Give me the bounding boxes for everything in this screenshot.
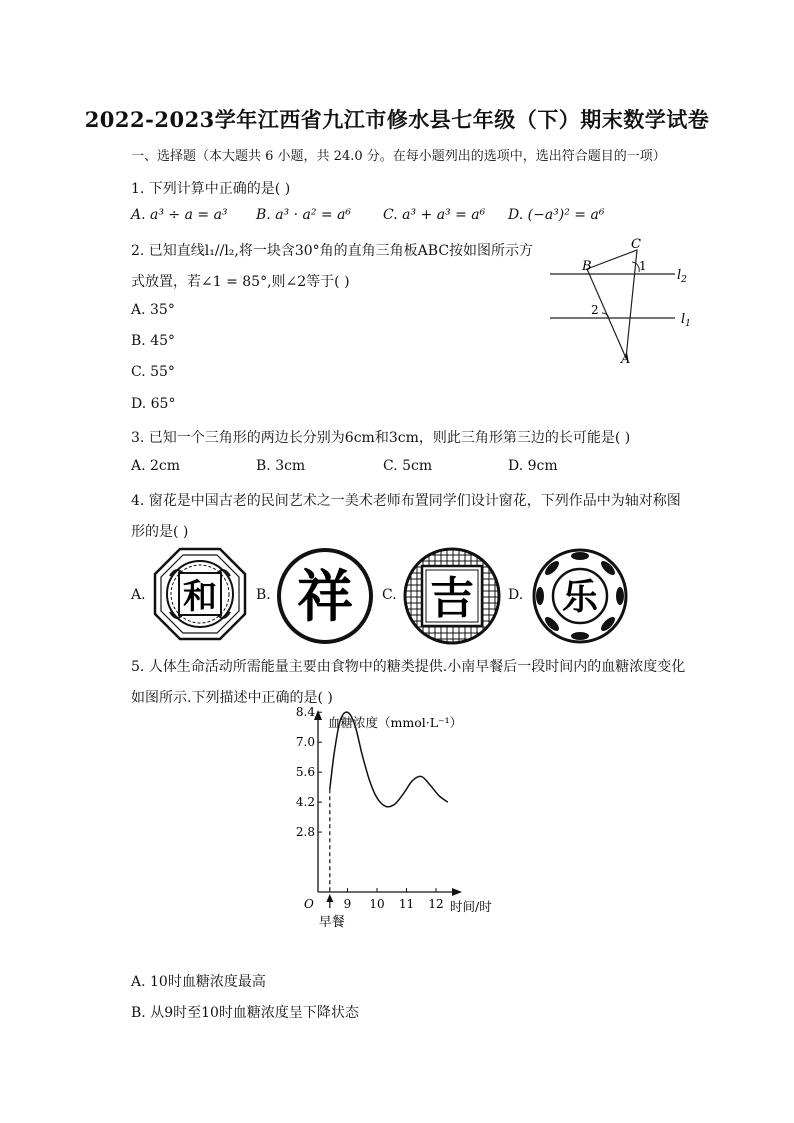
l1-label: $l_1$ — [681, 312, 691, 329]
q1-option-d: D. (−a³)² = a⁶ — [508, 207, 605, 223]
page-title: 2022-2023学年江西省九江市修水县七年级（下）期末数学试卷 — [84, 107, 710, 132]
q5-option-a: A. 10时血糖浓度最高 — [131, 974, 266, 990]
q3-option-d: D. 9cm — [508, 458, 558, 474]
angle-2-label: 2 — [591, 303, 599, 317]
question-3-stem: 3. 已知一个三角形的两边长分别为6cm和3cm，则此三角形第三边的长可能是( ) — [131, 430, 631, 446]
question-1-stem: 1. 下列计算中正确的是( ) — [131, 181, 291, 197]
question-2-stem-line1: 2. 已知直线l₁//l₂,将一块含30°角的直角三角板ABC按如图所示方 — [131, 243, 534, 259]
x-axis-label: 时间/时 — [450, 899, 492, 914]
question-4-stem-line2: 形的是( ) — [131, 524, 189, 540]
blood-sugar-chart — [280, 705, 510, 935]
question-5-stem-line1: 5. 人体生命活动所需能量主要由食物中的糖类提供.小南早餐后一段时间内的血糖浓度变化 — [131, 659, 686, 675]
q3-option-b: B. 3cm — [256, 458, 306, 474]
section-heading: 一、选择题（本大题共 6 小题，共 24.0 分。在每小题列出的选项中，选出符合题目的一项） — [131, 149, 666, 164]
q2-option-a: A. 35° — [131, 302, 175, 318]
window-flower-a-image — [152, 546, 248, 642]
q3-option-a: A. 2cm — [131, 458, 181, 474]
vertex-c-label: C — [631, 237, 641, 252]
breakfast-arrow-head — [326, 894, 333, 902]
y-axis-label: 血糖浓度（mmol·L⁻¹） — [328, 715, 463, 730]
seal-d-character: 乐 — [561, 576, 599, 618]
q4-option-b-label: B. — [256, 587, 271, 603]
x-tick-label-0: 9 — [343, 897, 352, 911]
angle-1-label: 1 — [639, 259, 647, 273]
q2-option-b: B. 45° — [131, 333, 176, 349]
q4-option-a-label: A. — [131, 587, 146, 603]
q2-option-c: C. 55° — [131, 364, 175, 380]
window-flower-b-image — [275, 546, 375, 646]
question-2-stem-line2: 式放置，若∠1 = 85°,则∠2等于( ) — [131, 274, 350, 290]
x-tick-label-2: 11 — [398, 897, 415, 911]
y-tick-label-2: 5.6 — [295, 765, 315, 780]
q1-option-a: A. a³ ÷ a = a³ — [131, 207, 228, 223]
q5-option-b: B. 从9时至10时血糖浓度呈下降状态 — [131, 1005, 359, 1021]
breakfast-label: 早餐 — [318, 915, 345, 930]
q3-option-c: C. 5cm — [383, 458, 433, 474]
seal-c-character: 吉 — [430, 573, 474, 624]
q4-option-d-label: D. — [508, 587, 524, 603]
seal-a-character: 和 — [183, 577, 217, 617]
vertex-a-label: A — [621, 352, 631, 367]
window-flower-c-image — [402, 546, 502, 646]
y-axis-arrow — [314, 710, 322, 720]
x-tick-label-3: 12 — [428, 897, 444, 911]
question-4-stem-line1: 4. 窗花是中国古老的民间艺术之一美术老师布置同学们设计窗花，下列作品中为轴对称图 — [131, 493, 681, 509]
q1-option-c: C. a³ + a³ = a⁶ — [383, 207, 486, 223]
l2-label: $l_2$ — [677, 268, 687, 285]
seal-b-character: 祥 — [297, 564, 353, 630]
x-axis-arrow — [452, 888, 462, 896]
triangle-parallel-lines-figure — [540, 232, 700, 372]
y-tick-label-1: 4.2 — [295, 795, 315, 810]
q2-option-d: D. 65° — [131, 396, 176, 412]
x-tick-label-1: 10 — [369, 897, 385, 911]
window-flower-d-image — [530, 546, 630, 646]
q4-option-c-label: C. — [382, 587, 397, 603]
y-tick-label-3: 7.0 — [295, 735, 315, 750]
question-5-stem-line2: 如图所示.下列描述中正确的是( ) — [131, 690, 333, 706]
origin-label: O — [304, 897, 314, 911]
y-tick-label-4: 8.4 — [295, 705, 315, 720]
q1-option-b: B. a³ · a² = a⁶ — [256, 207, 352, 223]
vertex-b-label: B — [582, 259, 592, 274]
y-tick-label-0: 2.8 — [295, 825, 315, 840]
